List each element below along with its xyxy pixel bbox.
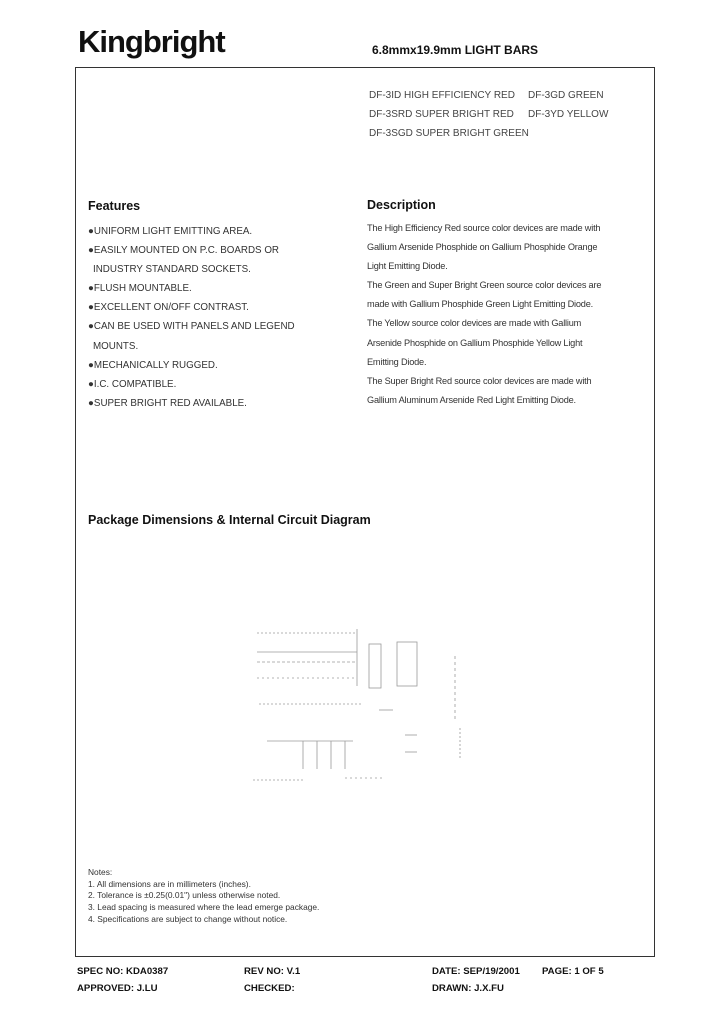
feature-item: ●I.C. COMPATIBLE. — [88, 378, 177, 390]
description-line: The Yellow source color devices are made with Gallium — [367, 318, 582, 329]
part-df-3gd: DF-3GD GREEN — [528, 90, 604, 101]
description-line: Gallium Arsenide Phosphide on Gallium Phosphide Orange — [367, 242, 598, 253]
description-line: Gallium Aluminum Arsenide Red Light Emitting Diode. — [367, 394, 576, 405]
feature-item: ●MECHANICALLY RUGGED. — [88, 359, 218, 371]
feature-item: ●EXCELLENT ON/OFF CONTRAST. — [88, 302, 249, 314]
features-list — [88, 222, 295, 413]
description-line: made with Gallium Phosphide Green Light Emitting Diode. — [367, 299, 593, 310]
description-line: The High Efficiency Red source color devices are made with — [367, 223, 601, 233]
part-df-3yd: DF-3YD YELLOW — [528, 109, 609, 120]
description-line: Light Emitting Diode. — [367, 261, 448, 272]
part-df-3srd: DF-3SRD SUPER BRIGHT RED — [369, 109, 514, 120]
notes-heading: Notes: — [88, 867, 113, 877]
content-frame — [75, 67, 655, 957]
feature-item: ●EASILY MOUNTED ON P.C. BOARDS OR — [88, 245, 280, 257]
description-heading: Description — [367, 198, 436, 212]
features-heading: Features — [88, 199, 141, 213]
page-number: PAGE: 1 OF 5 — [542, 966, 604, 977]
feature-item: ●CAN BE USED WITH PANELS AND LEGEND — [88, 321, 295, 333]
part-df-3id: DF-3ID HIGH EFFICIENCY RED — [369, 90, 515, 101]
revision-number: REV NO: V.1 — [244, 966, 301, 977]
description-line: The Super Bright Red source color devices are made with — [367, 375, 592, 386]
feature-item: MOUNTS. — [93, 340, 139, 352]
feature-item: ●SUPER BRIGHT RED AVAILABLE. — [88, 397, 247, 409]
note-item: 1. All dimensions are in millimeters (inches). — [88, 878, 251, 889]
package-dimension-drawing — [245, 620, 475, 792]
approved-by: APPROVED: J.LU — [77, 983, 158, 994]
feature-item: INDUSTRY STANDARD SOCKETS. — [93, 264, 251, 276]
description-line: The Green and Super Bright Green source color devices are — [367, 280, 602, 291]
checked-by: CHECKED: — [244, 983, 295, 994]
notes — [88, 867, 319, 925]
note-item: 3. Lead spacing is measured where the lead emerge package. — [88, 902, 320, 913]
note-item: 4. Specifications are subject to change without notice. — [88, 913, 288, 924]
description-text — [367, 219, 601, 410]
drawn-by: DRAWN: J.X.FU — [432, 983, 504, 994]
package-heading: Package Dimensions & Internal Circuit Diagram — [88, 513, 371, 527]
description-line: Emitting Diode. — [367, 356, 427, 367]
description-line: Arsenide Phosphide on Gallium Phosphide Yellow Light — [367, 337, 583, 348]
document-date: DATE: SEP/19/2001 — [432, 966, 520, 977]
feature-item: ●UNIFORM LIGHT EMITTING AREA. — [88, 226, 253, 237]
note-item: 2. Tolerance is ±0.25(0.01") unless otherwise noted. — [88, 890, 281, 901]
part-df-3sgd: DF-3SGD SUPER BRIGHT GREEN — [369, 128, 529, 139]
document-title: 6.8mmx19.9mm LIGHT BARS — [372, 43, 539, 57]
feature-item: ●FLUSH MOUNTABLE. — [88, 283, 192, 295]
kingbright-logo: Kingbright — [78, 24, 225, 59]
spec-number: SPEC NO: KDA0387 — [77, 966, 169, 977]
